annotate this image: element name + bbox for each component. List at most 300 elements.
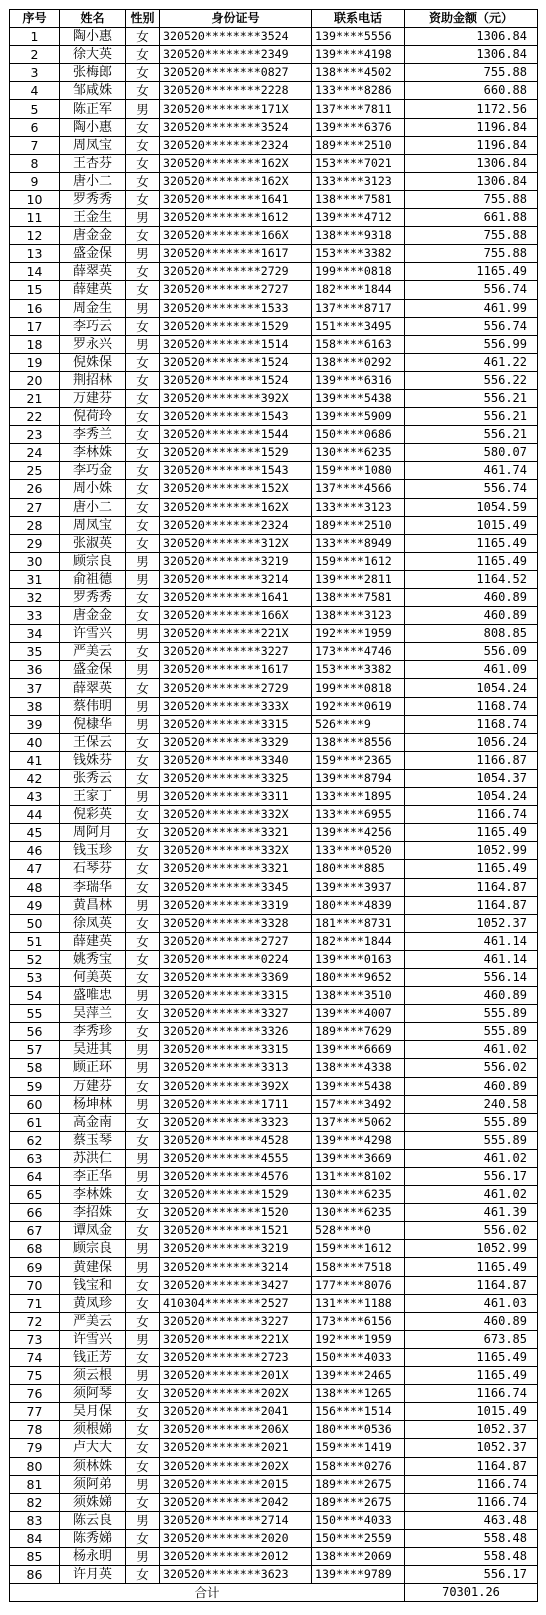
row-index: 38: [10, 697, 60, 715]
row-index: 67: [10, 1222, 60, 1240]
row-index: 63: [10, 1149, 60, 1167]
row-gender: 女: [126, 733, 160, 751]
row-id-number: 320520********221X: [160, 625, 312, 643]
table-row: [10, 1095, 538, 1113]
row-name: 薛翠英: [60, 263, 126, 281]
row-amount: 1165.49: [405, 1367, 538, 1385]
row-index: 20: [10, 371, 60, 389]
row-index: 57: [10, 1041, 60, 1059]
row-index: 10: [10, 190, 60, 208]
row-name: 张秀云: [60, 769, 126, 787]
row-index: 5: [10, 100, 60, 118]
table-row: [10, 444, 538, 462]
row-amount: 556.22: [405, 371, 538, 389]
row-index: 9: [10, 172, 60, 190]
table-row: [10, 462, 538, 480]
row-name: 罗秀秀: [60, 589, 126, 607]
row-gender: 男: [126, 209, 160, 227]
row-index: 23: [10, 426, 60, 444]
row-id-number: 320520********332X: [160, 806, 312, 824]
row-index: 13: [10, 245, 60, 263]
row-amount: 1164.87: [405, 878, 538, 896]
row-gender: 女: [126, 408, 160, 426]
row-name: 唐小二: [60, 172, 126, 190]
table-row: [10, 1367, 538, 1385]
table-row: [10, 100, 538, 118]
table-row: [10, 1475, 538, 1493]
row-gender: 女: [126, 1493, 160, 1511]
row-gender: 男: [126, 1547, 160, 1565]
row-name: 王家丁: [60, 788, 126, 806]
row-gender: 女: [126, 426, 160, 444]
row-amount: 1196.84: [405, 118, 538, 136]
row-gender: 女: [126, 1023, 160, 1041]
row-id-number: 320520********3325: [160, 769, 312, 787]
row-gender: 女: [126, 480, 160, 498]
row-amount: 555.89: [405, 1023, 538, 1041]
table-row: [10, 534, 538, 552]
row-name: 须姝娣: [60, 1493, 126, 1511]
table-row: [10, 64, 538, 82]
row-phone: 150****2559: [312, 1529, 405, 1547]
table-row: [10, 589, 538, 607]
row-gender: 女: [126, 1077, 160, 1095]
row-id-number: 320520********2042: [160, 1493, 312, 1511]
row-id-number: 320520********3369: [160, 968, 312, 986]
row-amount: 1306.84: [405, 46, 538, 64]
table-row: [10, 227, 538, 245]
row-amount: 461.39: [405, 1204, 538, 1222]
row-phone: 139****6669: [312, 1041, 405, 1059]
row-id-number: 320520********3227: [160, 1312, 312, 1330]
row-name: 蔡伟明: [60, 697, 126, 715]
row-amount: 1056.24: [405, 733, 538, 751]
row-gender: 女: [126, 842, 160, 860]
row-name: 黄凤珍: [60, 1294, 126, 1312]
row-phone: 150****4033: [312, 1511, 405, 1529]
row-gender: 男: [126, 1511, 160, 1529]
row-gender: 男: [126, 1475, 160, 1493]
row-phone: 189****2675: [312, 1493, 405, 1511]
row-phone: 133****1895: [312, 788, 405, 806]
row-id-number: 320520********3214: [160, 1258, 312, 1276]
row-amount: 556.21: [405, 389, 538, 407]
row-name: 须云根: [60, 1367, 126, 1385]
row-index: 52: [10, 950, 60, 968]
row-name: 罗秀秀: [60, 190, 126, 208]
row-id-number: 320520********166X: [160, 227, 312, 245]
row-phone: 139****5909: [312, 408, 405, 426]
row-name: 周小姝: [60, 480, 126, 498]
table-row: [10, 1547, 538, 1565]
row-gender: 女: [126, 1294, 160, 1312]
row-phone: 138****7581: [312, 190, 405, 208]
row-phone: 177****8076: [312, 1276, 405, 1294]
row-phone: 130****6235: [312, 1204, 405, 1222]
row-amount: 1306.84: [405, 28, 538, 46]
row-name: 许雪兴: [60, 1330, 126, 1348]
row-amount: 460.89: [405, 1077, 538, 1095]
row-phone: 139****4256: [312, 824, 405, 842]
row-phone: 138****4338: [312, 1059, 405, 1077]
row-gender: 男: [126, 1258, 160, 1276]
row-gender: 女: [126, 932, 160, 950]
row-index: 29: [10, 534, 60, 552]
row-name: 吴月保: [60, 1403, 126, 1421]
table-row: [10, 824, 538, 842]
table-row: [10, 317, 538, 335]
row-id-number: 320520********3311: [160, 788, 312, 806]
row-index: 45: [10, 824, 60, 842]
row-index: 77: [10, 1403, 60, 1421]
row-phone: 192****1959: [312, 1330, 405, 1348]
row-phone: 138****9318: [312, 227, 405, 245]
row-index: 36: [10, 661, 60, 679]
row-index: 31: [10, 570, 60, 588]
row-gender: 男: [126, 896, 160, 914]
row-amount: 461.99: [405, 299, 538, 317]
row-phone: 159****1080: [312, 462, 405, 480]
row-index: 49: [10, 896, 60, 914]
row-gender: 男: [126, 697, 160, 715]
row-amount: 556.74: [405, 281, 538, 299]
row-name: 薛翠英: [60, 679, 126, 697]
row-id-number: 320520********2727: [160, 932, 312, 950]
row-gender: 女: [126, 589, 160, 607]
row-amount: 556.17: [405, 1566, 538, 1584]
row-phone: 189****2510: [312, 516, 405, 534]
table-row: [10, 697, 538, 715]
row-phone: 133****8286: [312, 82, 405, 100]
row-name: 荆招林: [60, 371, 126, 389]
row-amount: 808.85: [405, 625, 538, 643]
row-gender: 女: [126, 82, 160, 100]
table-row: [10, 788, 538, 806]
table-row: [10, 1403, 538, 1421]
row-phone: 139****9789: [312, 1566, 405, 1584]
row-name: 严美云: [60, 643, 126, 661]
row-index: 47: [10, 860, 60, 878]
row-id-number: 320520********3345: [160, 878, 312, 896]
row-index: 24: [10, 444, 60, 462]
row-index: 32: [10, 589, 60, 607]
row-id-number: 320520********2012: [160, 1547, 312, 1565]
row-name: 盛唯忠: [60, 987, 126, 1005]
row-id-number: 320520********206X: [160, 1421, 312, 1439]
row-index: 61: [10, 1113, 60, 1131]
total-label: 合计: [10, 1584, 405, 1602]
row-index: 25: [10, 462, 60, 480]
row-gender: 男: [126, 1149, 160, 1167]
row-amount: 1015.49: [405, 516, 538, 534]
row-id-number: 320520********3315: [160, 715, 312, 733]
row-id-number: 320520********1543: [160, 408, 312, 426]
row-gender: 女: [126, 1222, 160, 1240]
row-amount: 1166.74: [405, 1385, 538, 1403]
row-name: 王保云: [60, 733, 126, 751]
aid-table-sheet: [9, 9, 538, 1602]
row-amount: 661.88: [405, 209, 538, 227]
row-phone: 138****2069: [312, 1547, 405, 1565]
header-phone: 联系电话: [312, 10, 405, 28]
row-index: 48: [10, 878, 60, 896]
row-index: 58: [10, 1059, 60, 1077]
table-row: [10, 733, 538, 751]
row-amount: 240.58: [405, 1095, 538, 1113]
row-phone: 137****8717: [312, 299, 405, 317]
row-name: 盛金保: [60, 661, 126, 679]
row-phone: 139****0163: [312, 950, 405, 968]
row-gender: 女: [126, 1131, 160, 1149]
row-id-number: 320520********3427: [160, 1276, 312, 1294]
row-index: 70: [10, 1276, 60, 1294]
row-id-number: 320520********2324: [160, 136, 312, 154]
row-id-number: 320520********1641: [160, 190, 312, 208]
row-index: 81: [10, 1475, 60, 1493]
row-gender: 女: [126, 1204, 160, 1222]
row-name: 李瑞华: [60, 878, 126, 896]
row-phone: 159****2365: [312, 751, 405, 769]
row-index: 17: [10, 317, 60, 335]
row-phone: 139****4712: [312, 209, 405, 227]
row-name: 杨坤林: [60, 1095, 126, 1113]
row-id-number: 320520********2015: [160, 1475, 312, 1493]
row-name: 陈正军: [60, 100, 126, 118]
row-id-number: 320520********2729: [160, 263, 312, 281]
row-name: 须根娣: [60, 1421, 126, 1439]
row-index: 41: [10, 751, 60, 769]
row-gender: 男: [126, 1330, 160, 1348]
row-id-number: 320520********1529: [160, 317, 312, 335]
row-id-number: 320520********3340: [160, 751, 312, 769]
row-gender: 女: [126, 1113, 160, 1131]
table-row: [10, 389, 538, 407]
row-index: 68: [10, 1240, 60, 1258]
row-gender: 男: [126, 245, 160, 263]
row-id-number: 320520********3524: [160, 28, 312, 46]
row-index: 69: [10, 1258, 60, 1276]
row-phone: 138****3123: [312, 607, 405, 625]
row-gender: 男: [126, 299, 160, 317]
row-id-number: 320520********2228: [160, 82, 312, 100]
row-amount: 556.21: [405, 408, 538, 426]
row-amount: 556.21: [405, 426, 538, 444]
row-gender: 男: [126, 570, 160, 588]
row-id-number: 320520********2020: [160, 1529, 312, 1547]
row-amount: 556.02: [405, 1222, 538, 1240]
row-id-number: 320520********2714: [160, 1511, 312, 1529]
row-amount: 461.09: [405, 661, 538, 679]
table-row: [10, 1330, 538, 1348]
table-row: [10, 1276, 538, 1294]
row-index: 64: [10, 1168, 60, 1186]
table-row: [10, 299, 538, 317]
row-index: 74: [10, 1348, 60, 1366]
row-id-number: 320520********392X: [160, 1077, 312, 1095]
row-id-number: 320520********4576: [160, 1168, 312, 1186]
row-id-number: 410304********2527: [160, 1294, 312, 1312]
row-amount: 460.89: [405, 987, 538, 1005]
row-gender: 女: [126, 1186, 160, 1204]
table-row: [10, 607, 538, 625]
row-id-number: 320520********3326: [160, 1023, 312, 1041]
row-name: 陶小惠: [60, 28, 126, 46]
row-phone: 139****3669: [312, 1149, 405, 1167]
row-id-number: 320520********3321: [160, 824, 312, 842]
row-amount: 1165.49: [405, 1258, 538, 1276]
row-phone: 181****8731: [312, 914, 405, 932]
row-phone: 192****0619: [312, 697, 405, 715]
row-name: 蔡玉琴: [60, 1131, 126, 1149]
row-gender: 男: [126, 335, 160, 353]
row-id-number: 320520********3315: [160, 987, 312, 1005]
header-index: 序号: [10, 10, 60, 28]
table-row: [10, 1059, 538, 1077]
row-phone: 153****3382: [312, 661, 405, 679]
row-gender: 女: [126, 679, 160, 697]
row-phone: 139****4198: [312, 46, 405, 64]
row-gender: 男: [126, 1168, 160, 1186]
row-index: 22: [10, 408, 60, 426]
row-name: 俞祖德: [60, 570, 126, 588]
table-row: [10, 1511, 538, 1529]
table-row: [10, 281, 538, 299]
row-name: 陈秀娣: [60, 1529, 126, 1547]
row-name: 倪姝保: [60, 353, 126, 371]
row-name: 李正华: [60, 1168, 126, 1186]
table-row: [10, 136, 538, 154]
row-phone: 156****1514: [312, 1403, 405, 1421]
row-phone: 138****8556: [312, 733, 405, 751]
table-row: [10, 1312, 538, 1330]
row-amount: 461.02: [405, 1186, 538, 1204]
row-id-number: 320520********2324: [160, 516, 312, 534]
row-index: 71: [10, 1294, 60, 1312]
row-gender: 女: [126, 1566, 160, 1584]
row-index: 14: [10, 263, 60, 281]
row-phone: 139****2465: [312, 1367, 405, 1385]
row-name: 倪彩英: [60, 806, 126, 824]
row-gender: 男: [126, 1367, 160, 1385]
row-name: 徐大英: [60, 46, 126, 64]
table-row: [10, 480, 538, 498]
row-gender: 女: [126, 462, 160, 480]
row-amount: 1165.49: [405, 1348, 538, 1366]
row-amount: 460.89: [405, 1312, 538, 1330]
total-amount: 70301.26: [405, 1584, 538, 1602]
row-name: 薛建英: [60, 932, 126, 950]
row-index: 30: [10, 552, 60, 570]
row-gender: 女: [126, 190, 160, 208]
row-gender: 女: [126, 950, 160, 968]
row-id-number: 320520********1544: [160, 426, 312, 444]
row-phone: 159****1612: [312, 1240, 405, 1258]
row-index: 12: [10, 227, 60, 245]
row-name: 盛金保: [60, 245, 126, 263]
row-name: 须林姝: [60, 1457, 126, 1475]
row-name: 王杏芬: [60, 154, 126, 172]
table-row: [10, 1222, 538, 1240]
table-row: [10, 154, 538, 172]
row-amount: 1164.87: [405, 1457, 538, 1475]
row-id-number: 320520********221X: [160, 1330, 312, 1348]
row-id-number: 320520********2021: [160, 1439, 312, 1457]
table-row: [10, 46, 538, 64]
row-index: 18: [10, 335, 60, 353]
row-id-number: 320520********392X: [160, 389, 312, 407]
row-amount: 673.85: [405, 1330, 538, 1348]
row-name: 周阿月: [60, 824, 126, 842]
row-gender: 女: [126, 769, 160, 787]
row-gender: 女: [126, 860, 160, 878]
row-index: 65: [10, 1186, 60, 1204]
table-row: [10, 1439, 538, 1457]
row-name: 钱宝和: [60, 1276, 126, 1294]
row-index: 40: [10, 733, 60, 751]
row-phone: 138****7581: [312, 589, 405, 607]
row-id-number: 320520********202X: [160, 1385, 312, 1403]
row-index: 35: [10, 643, 60, 661]
row-gender: 女: [126, 878, 160, 896]
row-id-number: 320520********1529: [160, 444, 312, 462]
row-amount: 1165.49: [405, 860, 538, 878]
table-row: [10, 335, 538, 353]
row-phone: 151****3495: [312, 317, 405, 335]
row-name: 吴进其: [60, 1041, 126, 1059]
row-gender: 男: [126, 788, 160, 806]
table-row: [10, 1077, 538, 1095]
row-amount: 1166.87: [405, 751, 538, 769]
row-index: 8: [10, 154, 60, 172]
row-phone: 138****3510: [312, 987, 405, 1005]
row-gender: 女: [126, 444, 160, 462]
row-name: 须阿琴: [60, 1385, 126, 1403]
row-amount: 1015.49: [405, 1403, 538, 1421]
row-name: 张淑英: [60, 534, 126, 552]
row-index: 78: [10, 1421, 60, 1439]
table-row: [10, 1041, 538, 1059]
row-gender: 女: [126, 136, 160, 154]
row-id-number: 320520********332X: [160, 842, 312, 860]
header-amount: 资助金额（元）: [405, 10, 538, 28]
table-row: [10, 1186, 538, 1204]
row-index: 42: [10, 769, 60, 787]
row-name: 杨永明: [60, 1547, 126, 1565]
row-id-number: 320520********2041: [160, 1403, 312, 1421]
table-row: [10, 426, 538, 444]
row-amount: 1165.49: [405, 552, 538, 570]
row-phone: 159****1419: [312, 1439, 405, 1457]
row-amount: 556.17: [405, 1168, 538, 1186]
row-gender: 女: [126, 968, 160, 986]
row-gender: 女: [126, 353, 160, 371]
row-id-number: 320520********3319: [160, 896, 312, 914]
row-index: 21: [10, 389, 60, 407]
row-gender: 男: [126, 987, 160, 1005]
row-name: 顾正环: [60, 1059, 126, 1077]
row-phone: 138****1265: [312, 1385, 405, 1403]
row-phone: 139****4298: [312, 1131, 405, 1149]
row-gender: 女: [126, 281, 160, 299]
row-name: 陈云良: [60, 1511, 126, 1529]
row-gender: 女: [126, 806, 160, 824]
row-name: 吴萍兰: [60, 1005, 126, 1023]
row-id-number: 320520********3623: [160, 1566, 312, 1584]
row-name: 张梅郎: [60, 64, 126, 82]
row-name: 李巧云: [60, 317, 126, 335]
table-row: [10, 1204, 538, 1222]
row-amount: 1166.74: [405, 806, 538, 824]
